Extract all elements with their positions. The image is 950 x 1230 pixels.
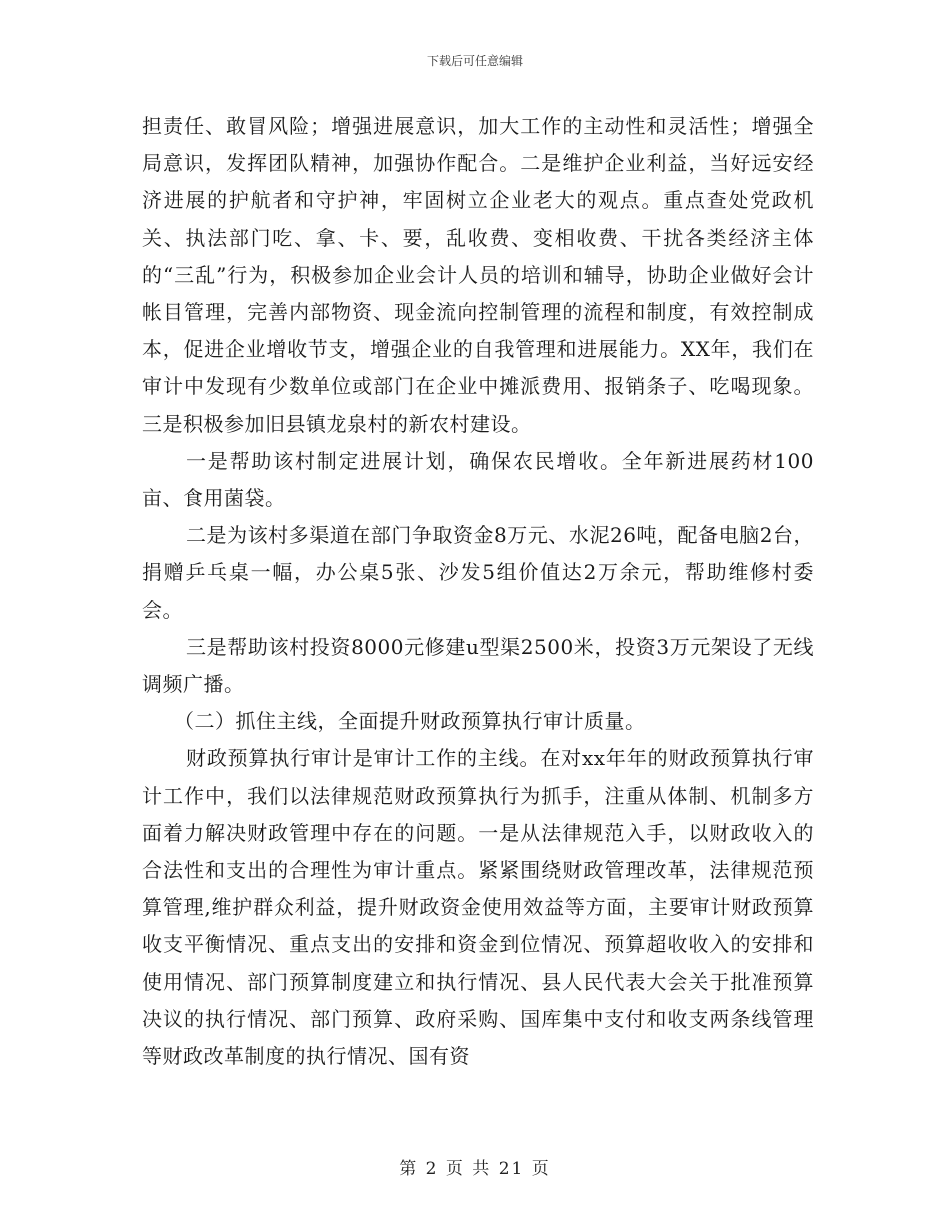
paragraph-item-one: 一是帮助该村制定进展计划，确保农民增收。全年新进展药材100亩、食用菌袋。 bbox=[142, 448, 814, 511]
paragraph-budget-audit: 财政预算执行审计是审计工作的主线。在对xx年年的财政预算执行审计工作中，我们以法律规范财政预算执行为抓手，注重从体制、机制多方面着力解决财政管理中存在的问题。一是从法律规范入手，以财政收入的合法性和支出的合理性为审计重点。紧紧围绕财政管理改革，法律规范预算管理,维护群众利益，提升财政资金使用效益等方面，主要审计财政预算收支平衡情况、重点支出的安排和资金到位情况、预算超收收入的安排和使用情况、部门预算制度建立和执行情况、县人民代表大会关于批准预算决议的执行情况、部门预算、政府采购、国库集中支付和收支两条线管理等财政改革制度的执行情况、国有资 bbox=[142, 746, 814, 1069]
document-body bbox=[142, 108, 814, 1075]
paragraph-item-three: 三是帮助该村投资8000元修建u型渠2500米，投资3万元架设了无线调频广播。 bbox=[142, 634, 814, 697]
page-header: 下载后可任意编辑 bbox=[426, 54, 523, 68]
paragraph-item-two: 二是为该村多渠道在部门争取资金8万元、水泥26吨，配备电脑2台，捐赠乒乓桌一幅，办公桌5张、沙发5组价值达2万余元，帮助维修村委会。 bbox=[142, 523, 814, 622]
section-heading: （二）抓住主线，全面提升财政预算执行审计质量。 bbox=[174, 709, 646, 734]
paragraph-continuation: 担责任、敢冒风险；增强进展意识，加大工作的主动性和灵活性；增强全局意识，发挥团队精神，加强协作配合。二是维护企业利益，当好远安经济进展的护航者和守护神，牢固树立企业老大的观点。重点查处党政机关、执法部门吃、拿、卡、要，乱收费、变相收费、干扰各类经济主体的“三乱”行为，积极参加企业会计人员的培训和辅导，协助企业做好会计帐目管理，完善内部物资、现金流向控制管理的流程和制度，有效控制成本，促进企业增收节支，增强企业的自我管理和进展能力。XX年，我们在审计中发现有少数单位或部门在企业中摊派费用、报销条子、吃喝现象。三是积极参加旧县镇龙泉村的新农村建设。 bbox=[142, 114, 814, 436]
page-number-footer: 第 2 页 共 21 页 bbox=[399, 1159, 551, 1179]
